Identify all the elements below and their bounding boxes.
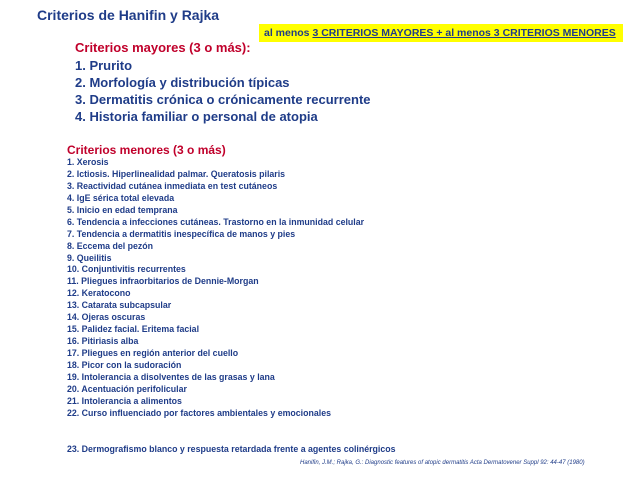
minor-criteria-item: 3. Reactividad cutánea inmediata en test cutáneos (67, 180, 278, 191)
minor-criteria-item-last: 23. Dermografismo blanco y respuesta retardada frente a agentes colinérgicos (67, 444, 396, 454)
minor-criteria-item: 11. Pliegues infraorbitarios de Dennie-Morgan (67, 276, 259, 287)
minor-criteria-item: 9. Queilitis (67, 252, 112, 263)
minor-criteria-item: 19. Intolerancia a disolventes de las grasas y lana (67, 371, 275, 382)
note-prefix: al menos (264, 27, 313, 39)
major-criteria-item: 3. Dermatitis crónica o crónicamente recurrente (75, 92, 371, 107)
major-criteria-item: 4. Historia familiar o personal de atopia (75, 109, 318, 124)
minor-criteria-item: 22. Curso influenciado por factores ambientales y emocionales (67, 407, 331, 418)
major-criteria-list (75, 57, 371, 125)
minor-criteria-item: 21. Intolerancia a alimentos (67, 395, 182, 406)
minor-criteria-item: 15. Palidez facial. Eritema facial (67, 324, 200, 335)
criteria-requirement-note (259, 24, 623, 42)
minor-criteria-item: 16. Pitiriasis alba (67, 336, 139, 347)
major-criteria-heading: Criterios mayores (3 o más): (75, 40, 251, 55)
slide-title: Criterios de Hanifin y Rajka (37, 7, 220, 23)
minor-criteria-item: 10. Conjuntivitis recurrentes (67, 264, 186, 275)
note-underlined: 3 CRITERIOS MAYORES + al menos 3 CRITERIOS MENORES (312, 27, 616, 39)
minor-criteria-item: 4. IgE sérica total elevada (67, 192, 175, 203)
minor-criteria-heading: Criterios menores (3 o más) (67, 143, 226, 157)
minor-criteria-item: 6. Tendencia a infecciones cutáneas. Trastorno en la inmunidad celular (67, 216, 365, 227)
minor-criteria-item: 13. Catarata subcapsular (67, 300, 172, 311)
major-criteria-item: 1. Prurito (75, 58, 133, 73)
minor-criteria-item: 18. Picor con la sudoración (67, 359, 182, 370)
minor-criteria-item: 2. Ictiosis. Hiperlinealidad palmar. Queratosis pilaris (67, 168, 286, 179)
citation: Hanifin, J.M.; Rajka, G.: Diagnostic features of atopic dermatitis Acta Dermatovener Suppl 92: 44-47 (1980) (300, 460, 585, 466)
minor-criteria-item: 8. Eccema del pezón (67, 240, 154, 251)
minor-criteria-item: 20. Acentuación perifolicular (67, 383, 187, 394)
minor-criteria-list (67, 157, 364, 420)
minor-criteria-item: 1. Xerosis (67, 157, 109, 167)
minor-criteria-item: 12. Keratocono (67, 288, 131, 299)
minor-criteria-item: 17. Pliegues en región anterior del cuello (67, 348, 239, 358)
minor-criteria-item: 5. Inicio en edad temprana (67, 204, 178, 215)
minor-criteria-item: 7. Tendencia a dermatitis inespecífica de manos y pies (67, 228, 296, 239)
major-criteria-item: 2. Morfología y distribución típicas (75, 75, 290, 90)
minor-criteria-item: 14. Ojeras oscuras (67, 312, 146, 323)
